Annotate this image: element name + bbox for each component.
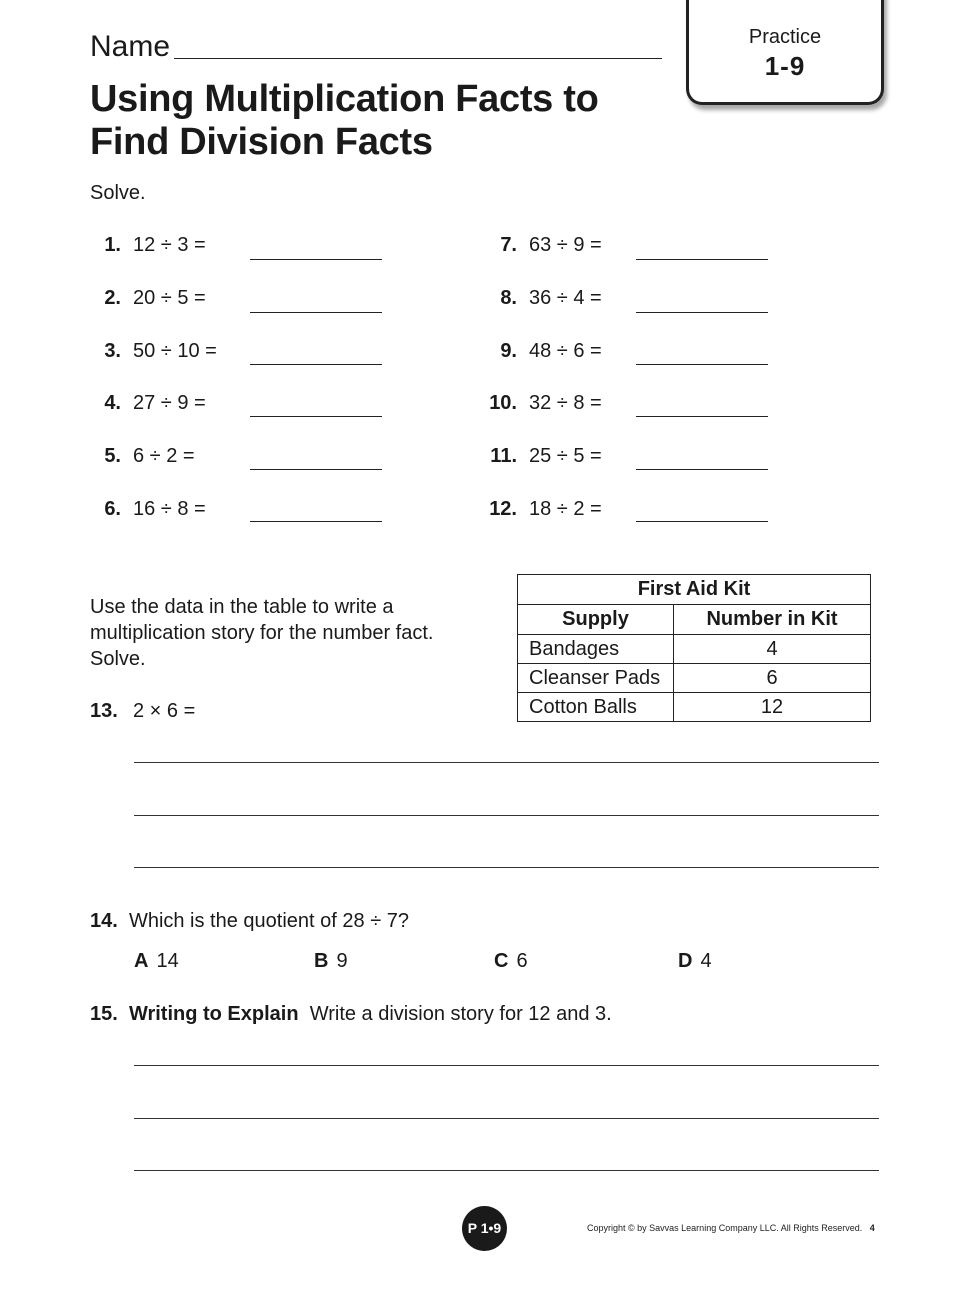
problem-7 — [486, 234, 602, 257]
practice-number: 1-9 — [764, 51, 806, 81]
problem-13 — [90, 700, 195, 723]
answer-line[interactable] — [636, 312, 768, 313]
problem-number: 4. — [104, 392, 121, 414]
option-letter: A — [134, 950, 149, 972]
option-value: 9 — [336, 950, 348, 972]
problem-number: 5. — [104, 445, 121, 467]
table-row — [518, 635, 871, 664]
table-cell-number: 6 — [674, 664, 871, 693]
problem-number: 3. — [104, 340, 121, 362]
problem-5 — [90, 445, 195, 468]
problem-expression: 63 ÷ 9 = — [529, 234, 602, 256]
title-line-1: Using Multiplication Facts to — [90, 78, 599, 120]
writing-line[interactable] — [134, 762, 879, 763]
problem-number: 1. — [104, 234, 121, 256]
table-cell-supply: Bandages — [518, 635, 674, 664]
problem-number: 6. — [104, 498, 121, 520]
problem-number: 10. — [489, 392, 517, 414]
answer-line[interactable] — [636, 469, 768, 470]
answer-line[interactable] — [636, 416, 768, 417]
practice-tab — [686, 0, 884, 105]
story-prompt: Use the data in the table to write a multiplication story for the number fact. Solve. — [90, 596, 434, 670]
writing-to-explain-label: Writing to Explain — [128, 1003, 299, 1025]
problem-6 — [90, 498, 206, 521]
problem-expression: 25 ÷ 5 = — [529, 445, 602, 467]
answer-line[interactable] — [250, 469, 382, 470]
problem-expression: 32 ÷ 8 = — [529, 392, 602, 414]
problem-expression: 2 × 6 = — [133, 700, 196, 722]
problem-question: Which is the quotient of 28 ÷ 7? — [128, 910, 409, 932]
instructions: Solve. — [90, 182, 146, 204]
copyright — [587, 1223, 875, 1233]
answer-line[interactable] — [250, 521, 382, 522]
problem-expression: 48 ÷ 6 = — [529, 340, 602, 362]
problem-8 — [486, 287, 602, 310]
problem-expression: 12 ÷ 3 = — [133, 234, 206, 256]
answer-line[interactable] — [250, 259, 382, 260]
problem-4 — [90, 392, 206, 415]
problem-1 — [90, 234, 206, 257]
answer-line[interactable] — [636, 521, 768, 522]
option-value: 4 — [700, 950, 712, 972]
problem-number: 13. — [90, 700, 118, 722]
page-number: 4 — [869, 1223, 875, 1233]
problem-expression: 20 ÷ 5 = — [133, 287, 206, 309]
practice-label: Practice — [748, 26, 822, 48]
table-row — [518, 664, 871, 693]
table-title: First Aid Kit — [518, 575, 871, 605]
page-title — [90, 78, 690, 164]
problem-expression: 6 ÷ 2 = — [133, 445, 195, 467]
option-letter: D — [678, 950, 693, 972]
problem-12 — [486, 498, 602, 521]
problem-3 — [90, 340, 217, 363]
problem-2 — [90, 287, 206, 310]
table-cell-supply: Cotton Balls — [518, 693, 674, 722]
option-c[interactable] — [494, 950, 528, 973]
option-letter: B — [314, 950, 329, 972]
problem-10 — [486, 392, 602, 415]
problem-text: Write a division story for 12 and 3. — [309, 1003, 612, 1025]
answer-line[interactable] — [636, 259, 768, 260]
answer-line[interactable] — [250, 364, 382, 365]
problem-number: 15. — [90, 1003, 118, 1025]
problem-11 — [486, 445, 602, 468]
answer-line[interactable] — [636, 364, 768, 365]
writing-line[interactable] — [134, 1170, 879, 1171]
option-d[interactable] — [678, 950, 712, 973]
problem-14 — [90, 910, 409, 933]
problem-expression: 36 ÷ 4 = — [529, 287, 602, 309]
writing-line[interactable] — [134, 1118, 879, 1119]
table-cell-number: 12 — [674, 693, 871, 722]
answer-line[interactable] — [250, 416, 382, 417]
problem-expression: 16 ÷ 8 = — [133, 498, 206, 520]
name-label: Name — [90, 30, 171, 63]
table-header-number: Number in Kit — [674, 605, 871, 635]
problem-9 — [486, 340, 602, 363]
option-value: 6 — [516, 950, 528, 972]
problem-number: 11. — [490, 445, 517, 467]
answer-line[interactable] — [250, 312, 382, 313]
option-letter: C — [494, 950, 509, 972]
table-cell-number: 4 — [674, 635, 871, 664]
first-aid-kit-table — [517, 574, 871, 722]
problem-number: 2. — [104, 287, 121, 309]
table-header-supply: Supply — [518, 605, 674, 635]
problem-number: 14. — [90, 910, 118, 932]
writing-line[interactable] — [134, 1065, 879, 1066]
problem-15 — [90, 1003, 612, 1026]
problem-expression: 50 ÷ 10 = — [133, 340, 217, 362]
name-field[interactable] — [174, 58, 662, 59]
problem-number: 9. — [500, 340, 517, 362]
writing-line[interactable] — [134, 815, 879, 816]
option-value: 14 — [156, 950, 179, 972]
copyright-text: Copyright © by Savvas Learning Company LLC. All Rights Reserved. — [587, 1223, 863, 1233]
option-b[interactable] — [314, 950, 348, 973]
table-cell-supply: Cleanser Pads — [518, 664, 674, 693]
problem-expression: 18 ÷ 2 = — [529, 498, 602, 520]
problem-expression: 27 ÷ 9 = — [133, 392, 206, 414]
problem-number: 8. — [500, 287, 517, 309]
table-row — [518, 693, 871, 722]
page-badge: P 1•9 — [462, 1206, 507, 1251]
title-line-2: Find Division Facts — [90, 121, 433, 163]
writing-line[interactable] — [134, 867, 879, 868]
problem-number: 12. — [489, 498, 517, 520]
problem-number: 7. — [500, 234, 517, 256]
option-a[interactable] — [134, 950, 179, 973]
